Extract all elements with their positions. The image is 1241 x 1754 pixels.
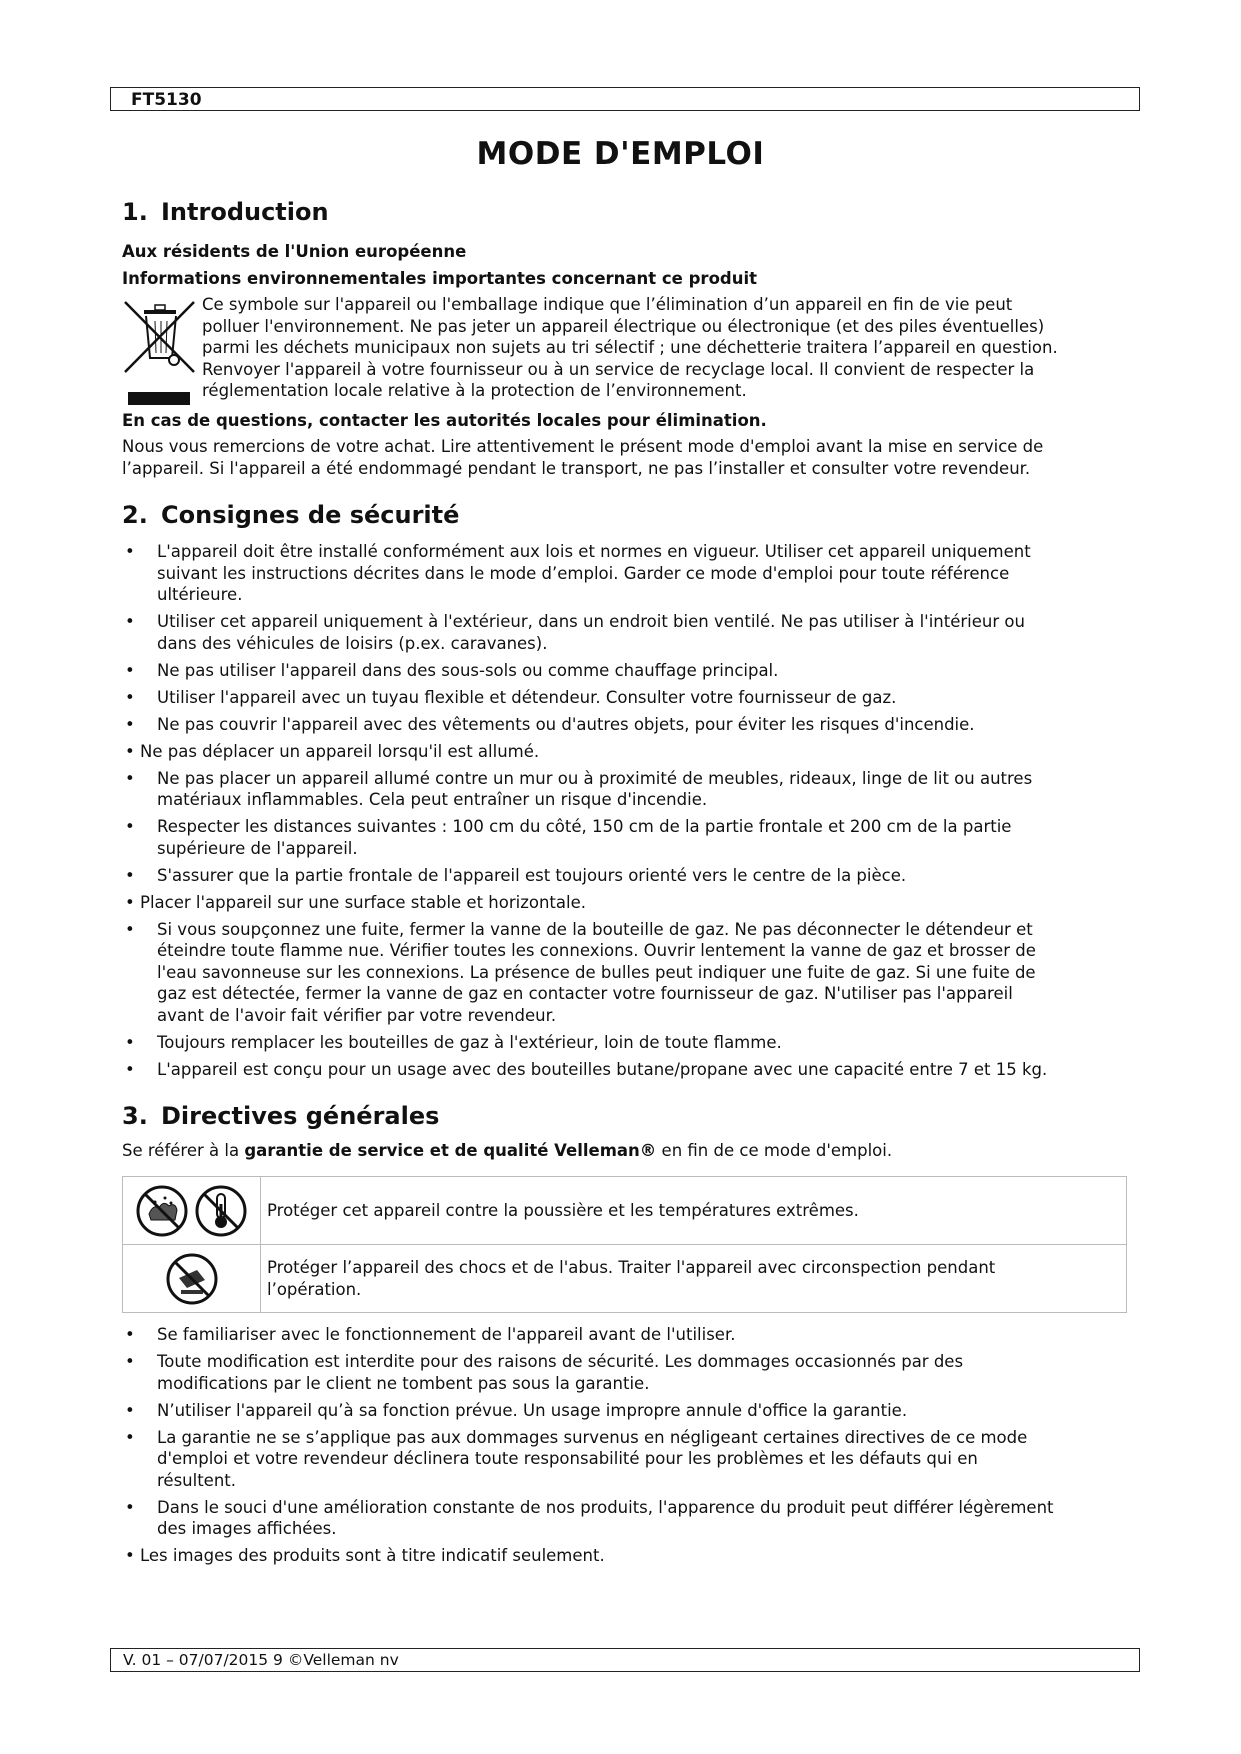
thanks-paragraph: Nous vous remercions de votre achat. Lire attentivement le présent mode d'emploi avant la mise en service de l’appareil. Si l'appareil a été endommagé pendant le transport, ne pas l’installer et consulter votre revendeur.	[122, 437, 1044, 478]
list-item: • L'appareil est conçu pour un usage avec des bouteilles butane/propane avec une capacité entre 7 et 15 kg.	[122, 1059, 1132, 1081]
list-item: • N’utiliser l'appareil qu’à sa fonction prévue. Un usage impropre annule d'office la garantie.	[122, 1400, 1132, 1422]
list-item: • Dans le souci d'une amélioration constante de nos produits, l'apparence du produit peut différer légèrement des images affichées.	[122, 1497, 1132, 1540]
list-item: • Si vous soupçonnez une fuite, fermer la vanne de la bouteille de gaz. Ne pas déconnecter le détendeur et éteindre toute flamme nue. Vérifier toutes les connexions. Ouvrir lentement la vanne de gaz et brosser de l'eau savonneuse sur les connexions. La présence de bulles peut indiquer une fuite de gaz. Si une fuite de gaz est détectée, fermer la vanne de gaz en contacter votre fournisseur de gaz. N'utiliser pas l'appareil avant de l'avoir fait vérifier par votre revendeur.	[122, 919, 1132, 1027]
table-row	[123, 1177, 1127, 1245]
list-item: • Utiliser l'appareil avec un tuyau flexible et détendeur. Consulter votre fournisseur de gaz.	[122, 687, 1132, 709]
list-item: • Ne pas placer un appareil allumé contre un mur ou à proximité de meubles, rideaux, linge de lit ou autres matériaux inflammables. Cela peut entraîner un risque d'incendie.	[122, 768, 1132, 811]
no-dust-icon	[135, 1184, 189, 1238]
section-3-heading: 3. Directives générales	[122, 1101, 440, 1130]
footer-box	[110, 1648, 1140, 1672]
list-item: • L'appareil doit être installé conformément aux lois et normes en vigueur. Utiliser cet appareil uniquement suivant les instructions décrites dans le mode d’emploi. Garder ce mode d'emploi pour toute référence ultérieure.	[122, 541, 1132, 606]
section-1-heading: 1. Introduction	[122, 198, 329, 226]
environment-subheading: Informations environnementales importantes concernant ce produit	[122, 269, 758, 288]
weee-text: Ce symbole sur l'appareil ou l'emballage indique que l’élimination d’un appareil en fin de vie peut polluer l'environnement. Ne pas jeter un appareil électrique ou électronique (et des piles éventuelles) parmi les déchets municipaux non sujets au tri sélectif ; une déchetterie traitera l’appareil en question. Renvoyer l'appareil à votre fournisseur ou à un service de recyclage local. Il convient de respecter la réglementation locale relative à la protection de l’environnement.	[202, 295, 1058, 400]
dust-temperature-warning: Protéger cet appareil contre la poussière et les températures extrêmes.	[267, 1200, 859, 1220]
weee-block	[122, 294, 1132, 409]
list-item: • Toute modification est interdite pour des raisons de sécurité. Les dommages occasionnés par des modifications par le client ne tombent pas sous la garantie.	[122, 1351, 1132, 1394]
general-list	[122, 1324, 1132, 1567]
page-title: MODE D'EMPLOI	[476, 136, 765, 172]
warranty-reference: Se référer à la garantie de service et de qualité Velleman® en fin de ce mode d'emploi.	[122, 1140, 893, 1160]
header-box	[110, 87, 1140, 111]
list-item: • S'assurer que la partie frontale de l'appareil est toujours orienté vers le centre de la pièce.	[122, 865, 1132, 887]
no-temperature-icon	[194, 1184, 248, 1238]
footer-text: V. 01 – 07/07/2015 9 ©Velleman nv	[123, 1651, 399, 1669]
table-row: Protéger l’appareil des chocs et de l'abus. Traiter l'appareil avec circonspection pendant l’opération.	[123, 1245, 1127, 1313]
list-item: • Ne pas utiliser l'appareil dans des sous-sols ou comme chauffage principal.	[122, 660, 1132, 682]
warning-table	[122, 1176, 1127, 1313]
shock-warning: Protéger l’appareil des chocs et de l'abus. Traiter l'appareil avec circonspection pendant	[267, 1258, 996, 1277]
model-number: FT5130	[131, 90, 202, 110]
list-item: • Se familiariser avec le fonctionnement de l'appareil avant de l'utiliser.	[122, 1324, 1132, 1346]
content	[122, 198, 1132, 1572]
section-2-heading: 2. Consignes de sécurité	[122, 501, 460, 529]
list-item: • Ne pas déplacer un appareil lorsqu'il est allumé.	[122, 741, 1132, 763]
crossed-bin-icon	[122, 294, 198, 406]
list-item: • Utiliser cet appareil uniquement à l'extérieur, dans un endroit bien ventilé. Ne pas utiliser à l'intérieur ou dans des véhicules de loisirs (p.ex. caravanes).	[122, 611, 1132, 654]
list-item: • Placer l'appareil sur une surface stable et horizontale.	[122, 892, 1132, 914]
list-item: • Les images des produits sont à titre indicatif seulement.	[122, 1545, 1132, 1567]
no-shock-icon	[165, 1252, 219, 1306]
questions-notice: En cas de questions, contacter les autorités locales pour élimination.	[122, 411, 767, 430]
list-item: • Ne pas couvrir l'appareil avec des vêtements ou d'autres objets, pour éviter les risques d'incendie.	[122, 714, 1132, 736]
eu-residents-subheading: Aux résidents de l'Union européenne	[122, 242, 467, 261]
list-item: • Toujours remplacer les bouteilles de gaz à l'extérieur, loin de toute flamme.	[122, 1032, 1132, 1054]
safety-list	[122, 541, 1132, 1080]
list-item: • Respecter les distances suivantes : 100 cm du côté, 150 cm de la partie frontale et 200 cm de la partie supérieure de l'appareil.	[122, 816, 1132, 859]
list-item: • La garantie ne se s’applique pas aux dommages survenus en négligeant certaines directives de ce mode d'emploi et votre revendeur déclinera toute responsabilité pour les problèmes et les défauts qui en résultent.	[122, 1427, 1132, 1492]
